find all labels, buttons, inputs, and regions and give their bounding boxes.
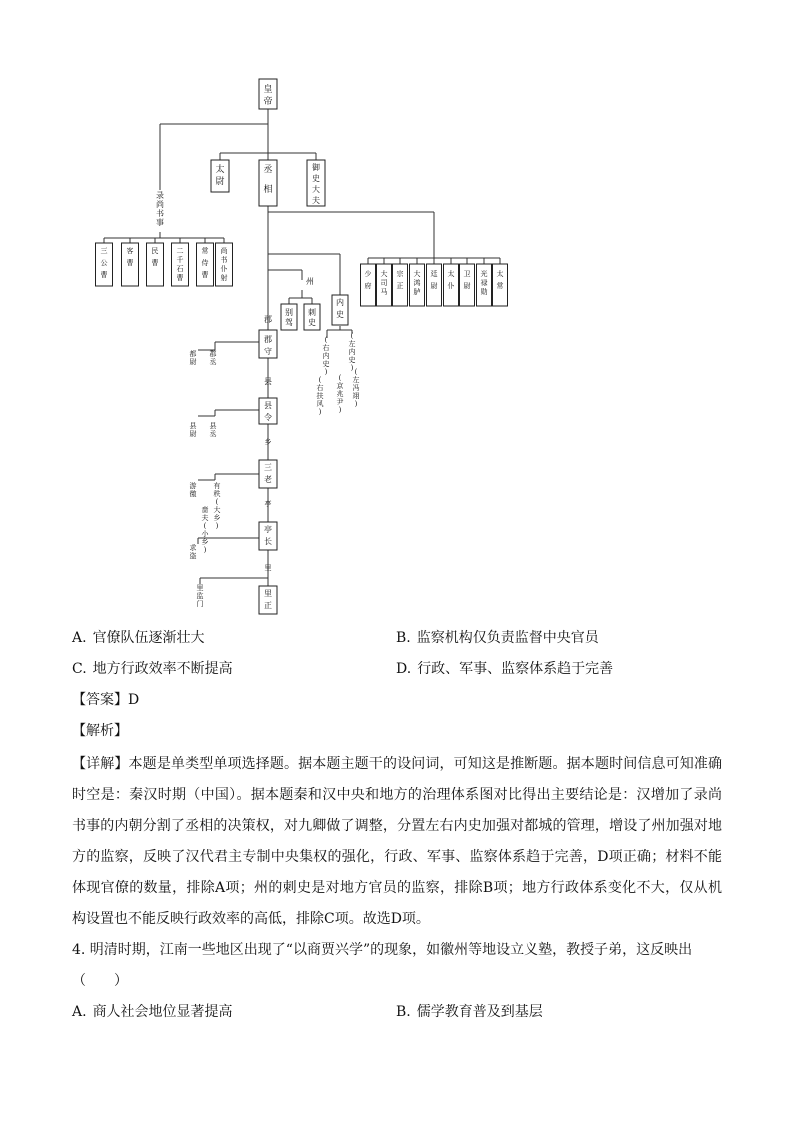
q3-option-c-text: 地方行政效率不断提高 — [92, 661, 233, 677]
minister-label: 宗正 — [396, 270, 404, 290]
ting-label: 亭 — [264, 500, 272, 508]
yushidafu-label: 御史大夫 — [312, 163, 320, 205]
minister-label: 少府 — [364, 270, 372, 290]
chengxiang-node — [259, 160, 277, 206]
xiancheng-label: 县丞 — [209, 422, 217, 438]
cao-offices — [96, 243, 233, 286]
detail-label: 【详解】 — [72, 756, 129, 772]
q4-option-b-text: 儒学教育普及到基层 — [416, 1004, 543, 1020]
cao-office — [197, 243, 214, 286]
lizheng-node — [259, 586, 277, 614]
cao-office — [122, 243, 139, 286]
emperor-label: 皇帝 — [263, 85, 273, 107]
cao-office-label: 常侍曹 — [201, 247, 209, 279]
q4-option-a-text: 商人社会地位显著提高 — [92, 1004, 233, 1020]
q3-detail-paragraph — [72, 749, 722, 935]
cao-office-label: 民曹 — [151, 247, 159, 267]
minister-label: 大鸿胪 — [413, 270, 421, 296]
q3-option-a-letter: A. — [72, 630, 87, 646]
answer-value: D — [128, 692, 140, 708]
minister — [493, 264, 508, 306]
minister-label: 廷尉 — [430, 270, 438, 290]
minister — [444, 264, 459, 306]
taiwei-node — [211, 160, 229, 192]
jun-label: 郡 — [264, 315, 272, 324]
youjiao-label: 游徼 — [189, 482, 197, 498]
minister-label: 太仆 — [447, 270, 455, 290]
zuoneishi-label: (左内史) — [348, 332, 356, 372]
junshou-node — [259, 330, 277, 358]
li-label: 里 — [264, 564, 272, 572]
q4-option-a — [72, 1002, 233, 1022]
minister — [377, 264, 392, 306]
yushidafu-node — [307, 160, 325, 206]
diagram-connectors — [104, 109, 500, 586]
q3-option-a — [72, 628, 205, 648]
cao-office — [216, 243, 233, 286]
q3-answer — [72, 690, 139, 710]
q3-option-d-text: 行政、军事、监察体系趋于完善 — [417, 661, 614, 677]
cao-office-label: 客曹 — [126, 247, 134, 267]
q3-option-b-text: 监察机构仅负责监督中央官员 — [416, 630, 599, 646]
xiang-label: 乡 — [264, 438, 272, 446]
lushangshushi-label: 录尚书事 — [156, 191, 164, 227]
biejia-node — [281, 304, 297, 330]
detail-text: 本题是单类型单项选择题。据本题主题干的设问词，可知这是推断题。据本题时间信息可知准确时空是：秦汉时期（中国）。据本题秦和汉中央和地方的治理体系图对比得出主要结论是：汉增加了录尚书事的内朝分割了丞相的决策权，对九卿做了调整，分置左右内史加强对都城的管理，增设了州加强对地方的监察，反映了汉代君主专制中央集权的强化，行政、军事、监察体系趋于完善，D项正确；材料不能体现官僚的数量，排除A项；州的刺史是对地方官员的监察，排除B项；地方行政体系变化不大，仅从机构设置也不能反映行政效率的高低，排除C项。故选D项。 — [72, 756, 723, 927]
minister — [361, 264, 376, 306]
cao-office — [96, 243, 113, 286]
cao-office — [147, 243, 164, 286]
q3-option-a-text: 官僚队伍逐渐壮大 — [92, 630, 205, 646]
q4-option-a-letter: A. — [72, 1004, 87, 1020]
emperor-node — [259, 79, 277, 109]
junshou-label: 郡守 — [264, 335, 272, 356]
minister-label: 卫尉 — [463, 270, 471, 290]
cishi-node — [304, 304, 320, 330]
neishi-label: 内史 — [336, 298, 344, 319]
cao-office — [172, 243, 189, 286]
nine-ministers — [361, 264, 508, 306]
q3-option-c — [72, 659, 233, 679]
q3-option-b — [396, 628, 599, 648]
q3-option-d-letter: D. — [396, 661, 412, 677]
youfufeng-label: (右扶风) — [316, 376, 324, 416]
zuopingyi-label: (左冯翊) — [352, 368, 360, 408]
tingzhang-node — [259, 522, 277, 550]
chengxiang-label: 丞相 — [263, 165, 273, 195]
q4-stem — [72, 935, 722, 997]
minister — [460, 264, 475, 306]
minister — [477, 264, 492, 306]
juncheng-label: 郡丞 — [209, 350, 217, 366]
q4-blank: （ ） — [72, 973, 128, 989]
jingzhaoyin-label: (京兆尹) — [336, 374, 344, 414]
cao-office-label: 尚书仆射 — [220, 247, 228, 282]
sanlao-label: 三老 — [264, 463, 272, 484]
q4-stem-text: 4. 明清时期，江南一些地区出现了“以商贾兴学”的现象，如徽州等地设立义塾，教授子弟，这反映出 — [72, 942, 693, 958]
sefu-label: 啬夫(小乡) — [201, 506, 209, 554]
q3-analysis-heading: 【解析】 — [72, 723, 128, 739]
xianling-node — [259, 398, 277, 424]
xian-label: 县 — [264, 377, 272, 386]
youneishi-label: (右内史) — [322, 336, 330, 376]
minister — [427, 264, 442, 306]
youzhi-label: 有秩(大乡) — [213, 482, 221, 530]
neishi-node — [332, 295, 348, 325]
answer-label: 【答案】 — [72, 692, 128, 708]
lijianmen-label: 里监门 — [196, 584, 204, 608]
zhou-label: 州 — [306, 277, 314, 286]
minister-label: 光禄勋 — [480, 270, 488, 296]
minister — [410, 264, 425, 306]
taiwei-label: 太尉 — [215, 165, 225, 187]
q3-option-c-letter: C. — [72, 661, 87, 677]
minister-label: 大司马 — [380, 270, 388, 296]
cao-office-label: 三公曹 — [100, 247, 108, 279]
minister-label: 太常 — [496, 270, 504, 290]
xianwei-label: 县尉 — [189, 422, 197, 438]
q3-option-d — [396, 659, 613, 679]
qiudao-label: 求盗 — [189, 544, 197, 560]
biejia-label: 别驾 — [285, 308, 293, 327]
cao-office-label: 二千石曹 — [176, 247, 184, 282]
duwei-label: 都尉 — [189, 350, 197, 366]
minister — [393, 264, 408, 306]
cishi-label: 刺史 — [308, 308, 316, 327]
xianling-label: 县令 — [264, 401, 272, 422]
q3-option-b-letter: B. — [396, 630, 411, 646]
lizheng-label: 里正 — [264, 589, 272, 610]
q4-option-b-letter: B. — [396, 1004, 411, 1020]
sanlao-node — [259, 460, 277, 488]
tingzhang-label: 亭长 — [264, 525, 272, 546]
q4-option-b — [396, 1002, 543, 1022]
